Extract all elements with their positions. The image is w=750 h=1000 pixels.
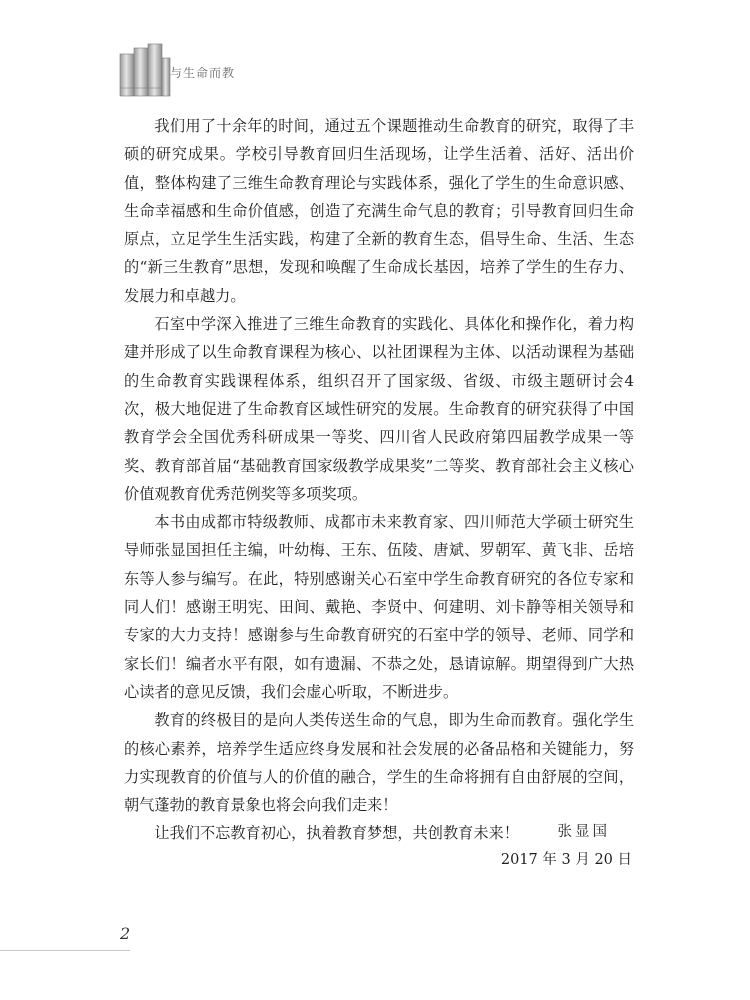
author-name: 张显国 bbox=[557, 824, 610, 840]
paragraph: 本书由成都市特级教师、成都市未来教育家、四川师范大学硕士研究生导师张显国担任主编，叶幼梅、王东、伍陵、唐斌、罗朝军、黄飞非、岳培东等人参与编写。在此，特别感谢关心石室中学生命教育研究的各位专家和同人们！感谢王明宪、田间、戴艳、李贤中、何建明、刘卡静等相关领导和专家的大力支持！感谢参与生命教育研究的石室中学的领导、老师、同学和家长们！编者水平有限，如有遗漏、不恭之处，恳请谅解。期望得到广大热心读者的意见反馈，我们会虚心听取，不断进步。 bbox=[124, 513, 634, 701]
page-number: 2 bbox=[120, 924, 131, 943]
body-text bbox=[124, 112, 634, 848]
running-header bbox=[118, 40, 318, 100]
paragraph: 我们用了十余年的时间，通过五个课题推动生命教育的研究，取得了丰硕的研究成果。学校引导教育回归生活现场，让学生活着、活好、活出价值，整体构建了三维生命教育理论与实践体系，强化了学生的生命意识感、生命幸福感和生命价值感，创造了充满生命气息的教育；引导教育回归生命原点，立足学生生活实践，构建了全新的教育生态，倡导生命、生活、生态的“新三生教育”思想，发现和唤醒了生命成长基因，培养了学生的生存力、发展力和卓越力。 bbox=[124, 117, 634, 305]
header-title: 与生命而教 bbox=[170, 66, 236, 80]
books-stack-icon bbox=[118, 40, 174, 98]
paragraph: 教育的终极目的是向人类传送生命的气息，即为生命而教育。强化学生的核心素养，培养学生适应终身发展和社会发展的必备品格和关键能力，努力实现教育的价值与人的价值的融合，学生的生命将拥有自由舒展的空间，朝气蓬勃的教育景象也将会向我们走来！ bbox=[124, 711, 634, 815]
paragraph: 让我们不忘教育初心，执着教育梦想，共创教育未来！ bbox=[154, 824, 519, 843]
signoff-date: 2017 年 3 月 20 日 bbox=[500, 852, 632, 868]
signoff bbox=[124, 818, 632, 874]
paragraph: 石室中学深入推进了三维生命教育的实践化、具体化和操作化，着力构建并形成了以生命教育课程为核心、以社团课程为主体、以活动课程为基础的生命教育实践课程体系，组织召开了国家级、省级、市级主题研讨会4次，极大地促进了生命教育区域性研究的发展。生命教育的研究获得了中国教育学会全国优秀科研成果一等奖、四川省人民政府第四届教学成果一等奖、教育部首届“基础教育国家级教学成果奖”二等奖、教育部社会主义核心价值观教育优秀范例奖等多项奖项。 bbox=[124, 315, 634, 503]
footer-rule bbox=[0, 950, 130, 951]
